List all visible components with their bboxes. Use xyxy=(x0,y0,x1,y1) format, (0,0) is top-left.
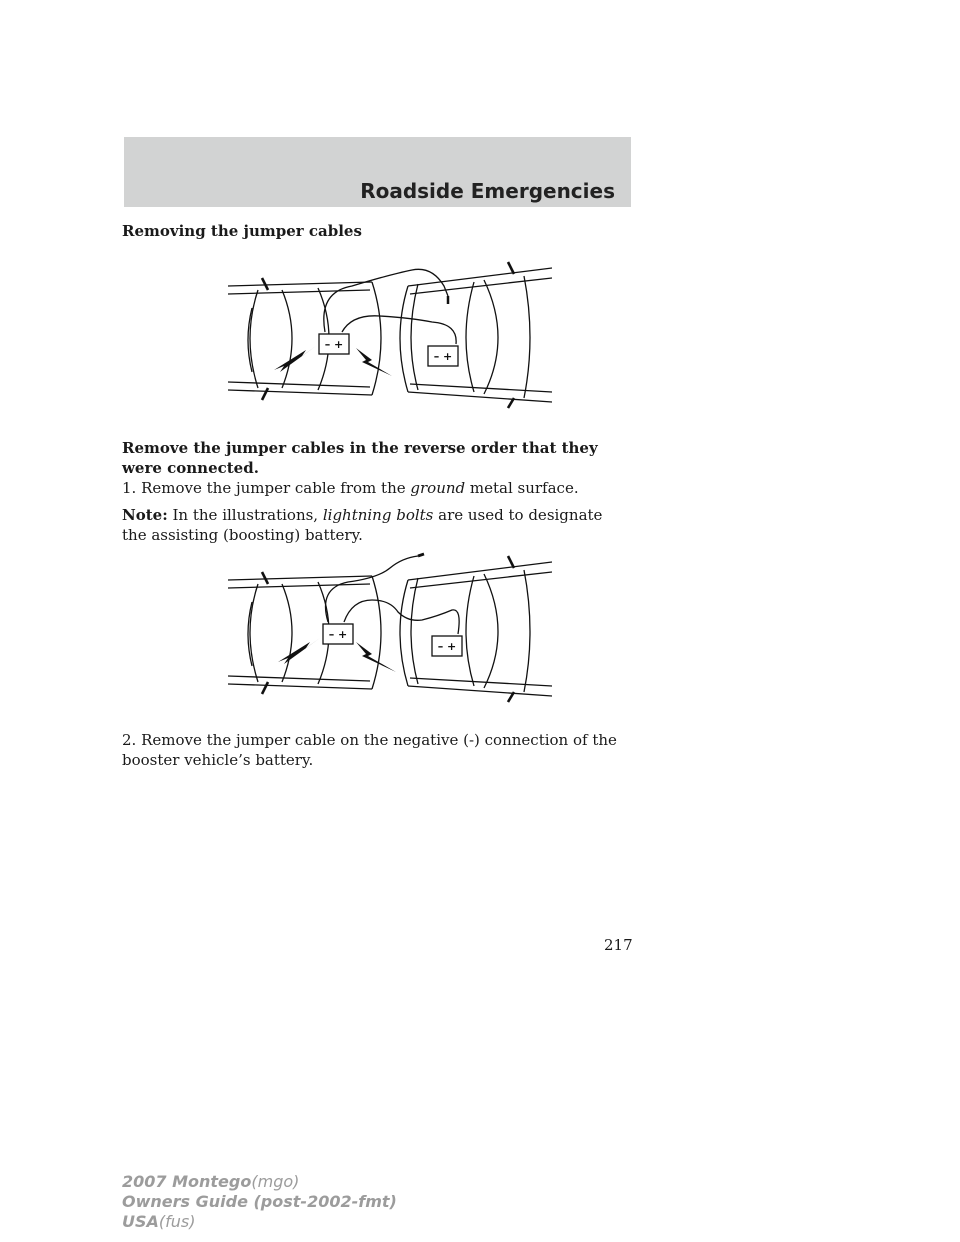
assisting-car xyxy=(228,572,381,694)
footer-line-1: 2007 Montego(mgo) xyxy=(122,1172,300,1191)
svg-text:– +: – + xyxy=(433,350,453,363)
svg-text:– +: – + xyxy=(324,338,344,351)
svg-text:– +: – + xyxy=(437,640,457,653)
booster-battery xyxy=(319,334,349,354)
section-title: Roadside Emergencies xyxy=(360,179,615,203)
disabled-battery xyxy=(428,346,458,366)
step-1-paragraph: 1. Remove the jumper cable from the ground metal surface. xyxy=(122,479,579,497)
intro-paragraph: Remove the jumper cables in the reverse order that they were connected. xyxy=(122,439,598,477)
jumper-cables xyxy=(326,554,460,634)
footer-line-3: USA(fus) xyxy=(122,1212,196,1231)
disabled-battery xyxy=(432,636,462,656)
disabled-car xyxy=(400,556,552,702)
section-heading: Removing the jumper cables xyxy=(122,222,362,240)
footer-line-2: Owners Guide (post-2002-fmt) xyxy=(122,1192,397,1211)
header-band xyxy=(124,137,631,207)
jumper-diagram-1 xyxy=(222,252,552,432)
step-2-paragraph: 2. Remove the jumper cable on the negative (-) connection of the booster vehicle’s battery. xyxy=(122,731,617,769)
note-paragraph: Note: In the illustrations, lightning bolts are used to designate the assisting (boosting) battery. xyxy=(122,506,603,544)
assisting-car xyxy=(228,278,381,400)
svg-text:– +: – + xyxy=(328,628,348,641)
booster-battery xyxy=(323,624,353,644)
document-footer xyxy=(122,1172,397,1232)
jumper-diagram-2 xyxy=(222,548,552,728)
page-number: 217 xyxy=(604,936,633,954)
disabled-car xyxy=(400,262,552,408)
jumper-cables xyxy=(324,269,456,344)
